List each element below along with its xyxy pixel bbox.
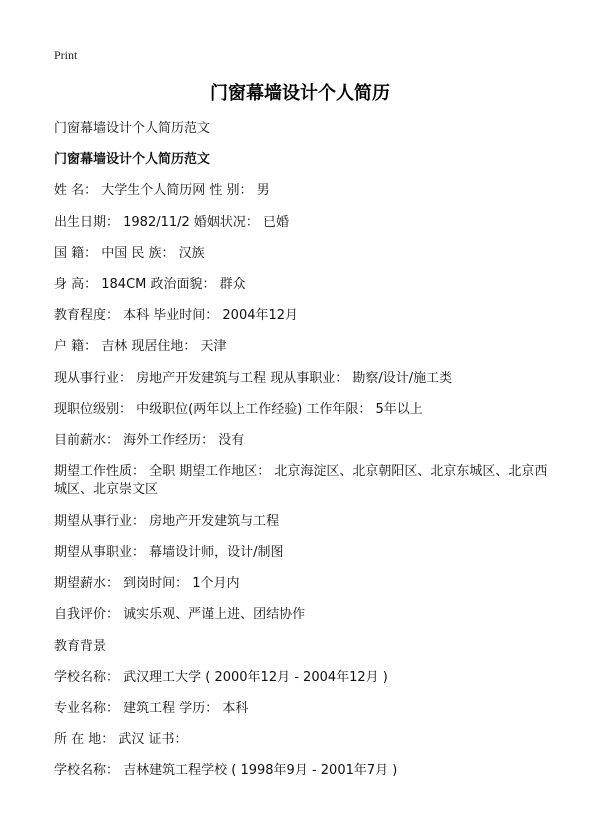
resume-line-nationality-ethnicity: 国 籍： 中国 民 族： 汉族 bbox=[54, 246, 205, 261]
resume-line-hukou-residence: 户 籍： 吉林 现居住地： 天津 bbox=[54, 339, 227, 354]
resume-line-birth-marriage: 出生日期： 1982/11/2 婚姻状况： 已婚 bbox=[54, 215, 290, 230]
print-label: Print bbox=[54, 48, 78, 62]
resume-line-education-graduation: 教育程度： 本科 毕业时间： 2004年12月 bbox=[54, 308, 299, 323]
education-school-1: 学校名称： 武汉理工大学 ( 2000年12月 - 2004年12月 ) bbox=[54, 670, 388, 685]
education-major-degree: 专业名称： 建筑工程 学历： 本科 bbox=[54, 701, 249, 716]
resume-line-current-industry-job: 现从事行业： 房地产开发建筑与工程 现从事职业： 勘察/设计/施工类 bbox=[54, 371, 453, 386]
resume-line-salary-overseas: 目前薪水： 海外工作经历： 没有 bbox=[54, 433, 245, 448]
resume-line-height-politics: 身 高： 184CM 政治面貌： 群众 bbox=[54, 277, 246, 292]
document-subtitle: 门窗幕墙设计个人简历范文 bbox=[54, 121, 211, 136]
resume-line-expected-work-location: 期望工作性质： 全职 期望工作地区： 北京海淀区、北京朝阳区、北京东城区、北京西城区、北京崇文区 bbox=[54, 464, 548, 497]
bold-heading: 门窗幕墙设计个人简历范文 bbox=[54, 152, 211, 167]
resume-line-position-years: 现职位级别： 中级职位(两年以上工作经验) 工作年限： 5年以上 bbox=[54, 402, 423, 417]
section-education-background: 教育背景 bbox=[54, 639, 107, 654]
resume-line-self-evaluation: 自我评价： 诚实乐观、严谨上进、团结协作 bbox=[54, 607, 306, 622]
resume-line-expected-job: 期望从事职业： 幕墙设计师，设计/制图 bbox=[54, 545, 284, 560]
education-location-certificate: 所 在 地： 武汉 证书： bbox=[54, 732, 188, 747]
resume-line-expected-industry: 期望从事行业： 房地产开发建筑与工程 bbox=[54, 514, 280, 529]
resume-line-name-gender: 姓 名： 大学生个人简历网 性 别： 男 bbox=[54, 183, 270, 198]
education-school-2: 学校名称： 吉林建筑工程学校 ( 1998年9月 - 2001年7月 ) bbox=[54, 763, 398, 778]
document-title: 门窗幕墙设计个人简历 bbox=[210, 83, 390, 104]
resume-line-expected-salary-start: 期望薪水： 到岗时间： 1个月内 bbox=[54, 576, 240, 591]
